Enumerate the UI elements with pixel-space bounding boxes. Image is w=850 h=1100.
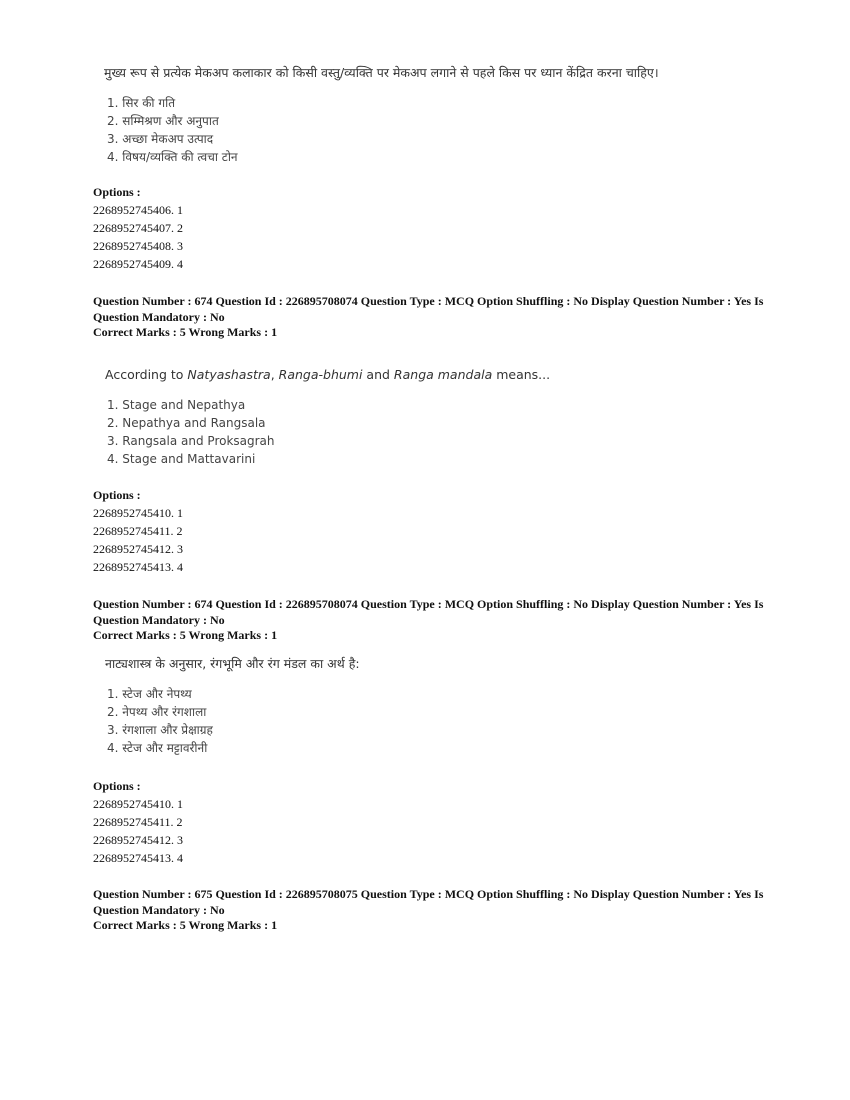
option-id: 2268952745406. 1 bbox=[93, 203, 183, 217]
question-meta-line: Question Mandatory : No bbox=[93, 902, 225, 917]
question-meta-line: Question Mandatory : No bbox=[93, 612, 225, 627]
answer-choice: 1. सिर की गति bbox=[107, 96, 176, 110]
answer-choice: 2. सम्मिश्रण और अनुपात bbox=[107, 114, 219, 128]
option-id: 2268952745412. 3 bbox=[93, 542, 183, 556]
options-label: Options : bbox=[93, 488, 141, 502]
answer-choice-list bbox=[107, 685, 213, 757]
answer-choice: 3. रंगशाला और प्रेक्षाग्रह bbox=[107, 723, 213, 737]
answer-choice: 4. स्टेज और मट्टावरीनी bbox=[107, 741, 208, 755]
marks-line: Correct Marks : 5 Wrong Marks : 1 bbox=[93, 628, 278, 642]
question-meta bbox=[93, 597, 773, 644]
answer-choice: 1. स्टेज और नेपथ्य bbox=[107, 687, 192, 701]
option-id: 2268952745410. 1 bbox=[93, 506, 183, 520]
option-id: 2268952745409. 4 bbox=[93, 257, 183, 271]
marks-line: Correct Marks : 5 Wrong Marks : 1 bbox=[93, 325, 278, 339]
answer-choice: 3. Rangsala and Proksagrah bbox=[107, 434, 275, 448]
option-id-list bbox=[93, 795, 183, 867]
options-label: Options : bbox=[93, 185, 141, 199]
options-label: Options : bbox=[93, 779, 141, 793]
answer-choice: 2. Nepathya and Rangsala bbox=[107, 416, 266, 430]
answer-choice: 2. नेपथ्य और रंगशाला bbox=[107, 705, 207, 719]
answer-choice: 1. Stage and Nepathya bbox=[107, 398, 246, 412]
question-text-hindi-1: मुख्य रूप से प्रत्येक मेकअप कलाकार को किसी वस्तु/व्यक्ति पर मेकअप लगाने से पहले किस पर ध्यान केंद्रित करना चाहिए। bbox=[104, 65, 659, 80]
answer-choice: 4. विषय/व्यक्ति की त्वचा टोन bbox=[107, 150, 238, 164]
answer-choice-list bbox=[107, 396, 275, 468]
question-meta bbox=[93, 887, 773, 934]
question-text-hindi-2: नाट्यशास्त्र के अनुसार, रंगभूमि और रंग मंडल का अर्थ है: bbox=[105, 656, 360, 671]
option-id: 2268952745411. 2 bbox=[93, 815, 183, 829]
option-id-list bbox=[93, 504, 183, 576]
answer-choice: 3. अच्छा मेकअप उत्पाद bbox=[107, 132, 214, 146]
question-meta-line: Question Number : 674 Question Id : 226895708074 Question Type : MCQ Option Shuffling : No Display Question Number : Yes Is bbox=[93, 294, 764, 308]
option-id: 2268952745412. 3 bbox=[93, 833, 183, 847]
option-id: 2268952745411. 2 bbox=[93, 524, 183, 538]
option-id: 2268952745413. 4 bbox=[93, 851, 183, 865]
answer-choice: 4. Stage and Mattavarini bbox=[107, 452, 256, 466]
question-meta-line: Question Number : 674 Question Id : 226895708074 Question Type : MCQ Option Shuffling : No Display Question Number : Yes Is bbox=[93, 597, 764, 611]
option-id: 2268952745408. 3 bbox=[93, 239, 183, 253]
answer-choice-list bbox=[107, 94, 238, 166]
marks-line: Correct Marks : 5 Wrong Marks : 1 bbox=[93, 918, 278, 932]
option-id: 2268952745413. 4 bbox=[93, 560, 183, 574]
option-id: 2268952745407. 2 bbox=[93, 221, 183, 235]
question-meta-line: Question Mandatory : No bbox=[93, 309, 225, 324]
option-id-list bbox=[93, 201, 183, 273]
option-id: 2268952745410. 1 bbox=[93, 797, 183, 811]
question-text-english: According to Natyashastra, Ranga-bhumi and Ranga mandala means... bbox=[105, 367, 551, 382]
question-meta bbox=[93, 294, 773, 341]
question-meta-line: Question Number : 675 Question Id : 226895708075 Question Type : MCQ Option Shuffling : No Display Question Number : Yes Is bbox=[93, 887, 764, 901]
